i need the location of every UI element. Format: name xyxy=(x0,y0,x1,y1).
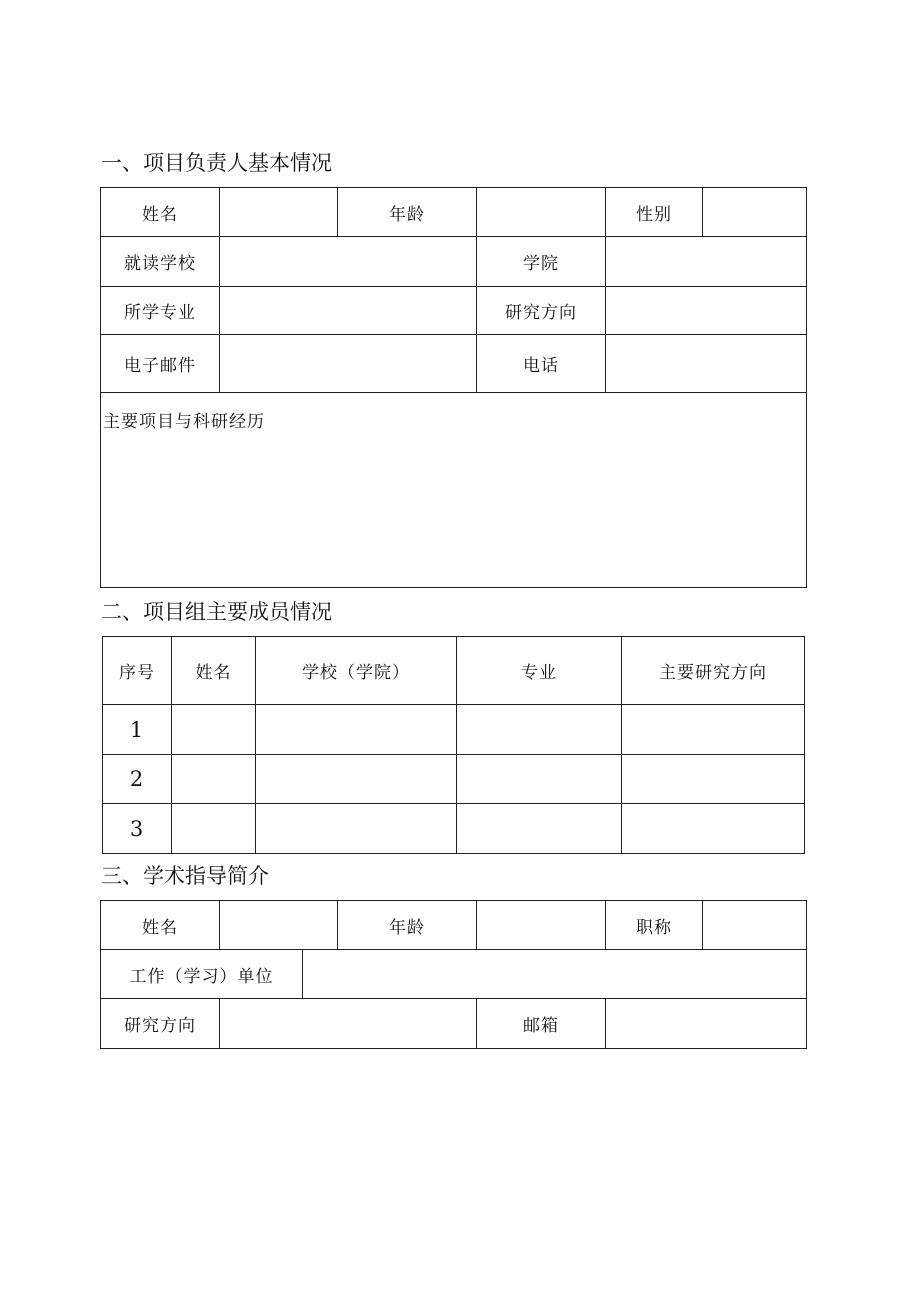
table-row xyxy=(103,755,805,804)
advisor-title-field[interactable] xyxy=(703,901,807,950)
advisor-title-label: 职称 xyxy=(606,901,703,950)
advisor-email-field[interactable] xyxy=(606,999,807,1049)
advisor-name-label: 姓名 xyxy=(101,901,220,950)
member-research-field[interactable] xyxy=(622,804,805,854)
advisor-age-label: 年龄 xyxy=(338,901,477,950)
row-index: 2 xyxy=(103,755,172,804)
leader-info-table xyxy=(100,187,807,588)
table-row xyxy=(103,705,805,755)
section2-heading: 二、项目组主要成员情况 xyxy=(101,600,332,624)
leader-phone-field[interactable] xyxy=(606,335,807,393)
leader-school-field[interactable] xyxy=(220,237,477,287)
college-label: 学院 xyxy=(477,237,606,287)
col-header-school: 学校（学院） xyxy=(256,637,457,705)
member-research-field[interactable] xyxy=(622,705,805,755)
member-major-field[interactable] xyxy=(457,755,622,804)
member-school-field[interactable] xyxy=(256,804,457,854)
table-row xyxy=(103,804,805,854)
experience-label: 主要项目与科研经历 xyxy=(103,412,265,432)
leader-research-direction-field[interactable] xyxy=(606,287,807,335)
school-label: 就读学校 xyxy=(101,237,220,287)
leader-name-field[interactable] xyxy=(220,188,338,237)
section1-heading: 一、项目负责人基本情况 xyxy=(101,151,332,175)
member-school-field[interactable] xyxy=(256,755,457,804)
advisor-research-direction-field[interactable] xyxy=(220,999,477,1049)
leader-major-field[interactable] xyxy=(220,287,477,335)
research-direction-label: 研究方向 xyxy=(477,287,606,335)
advisor-workplace-field[interactable] xyxy=(303,950,807,999)
row-index: 1 xyxy=(103,705,172,755)
leader-gender-field[interactable] xyxy=(703,188,807,237)
email-label: 电子邮件 xyxy=(101,335,220,393)
age-label: 年龄 xyxy=(338,188,477,237)
experience-field[interactable] xyxy=(101,393,807,588)
advisor-age-field[interactable] xyxy=(477,901,606,950)
col-header-name: 姓名 xyxy=(172,637,256,705)
section3-heading: 三、学术指导简介 xyxy=(101,864,269,888)
leader-email-field[interactable] xyxy=(220,335,477,393)
leader-college-field[interactable] xyxy=(606,237,807,287)
gender-label: 性别 xyxy=(606,188,703,237)
col-header-index: 序号 xyxy=(103,637,172,705)
row-index: 3 xyxy=(103,804,172,854)
workplace-label: 工作（学习）单位 xyxy=(101,950,303,999)
phone-label: 电话 xyxy=(477,335,606,393)
member-name-field[interactable] xyxy=(172,804,256,854)
members-table xyxy=(102,636,805,854)
member-research-field[interactable] xyxy=(622,755,805,804)
member-major-field[interactable] xyxy=(457,705,622,755)
member-name-field[interactable] xyxy=(172,705,256,755)
advisor-research-direction-label: 研究方向 xyxy=(101,999,220,1049)
advisor-name-field[interactable] xyxy=(220,901,338,950)
col-header-research: 主要研究方向 xyxy=(622,637,805,705)
leader-age-field[interactable] xyxy=(477,188,606,237)
member-major-field[interactable] xyxy=(457,804,622,854)
major-label: 所学专业 xyxy=(101,287,220,335)
advisor-email-label: 邮箱 xyxy=(477,999,606,1049)
members-header-row xyxy=(103,637,805,705)
member-school-field[interactable] xyxy=(256,705,457,755)
col-header-major: 专业 xyxy=(457,637,622,705)
name-label: 姓名 xyxy=(101,188,220,237)
advisor-table xyxy=(100,900,807,1049)
member-name-field[interactable] xyxy=(172,755,256,804)
